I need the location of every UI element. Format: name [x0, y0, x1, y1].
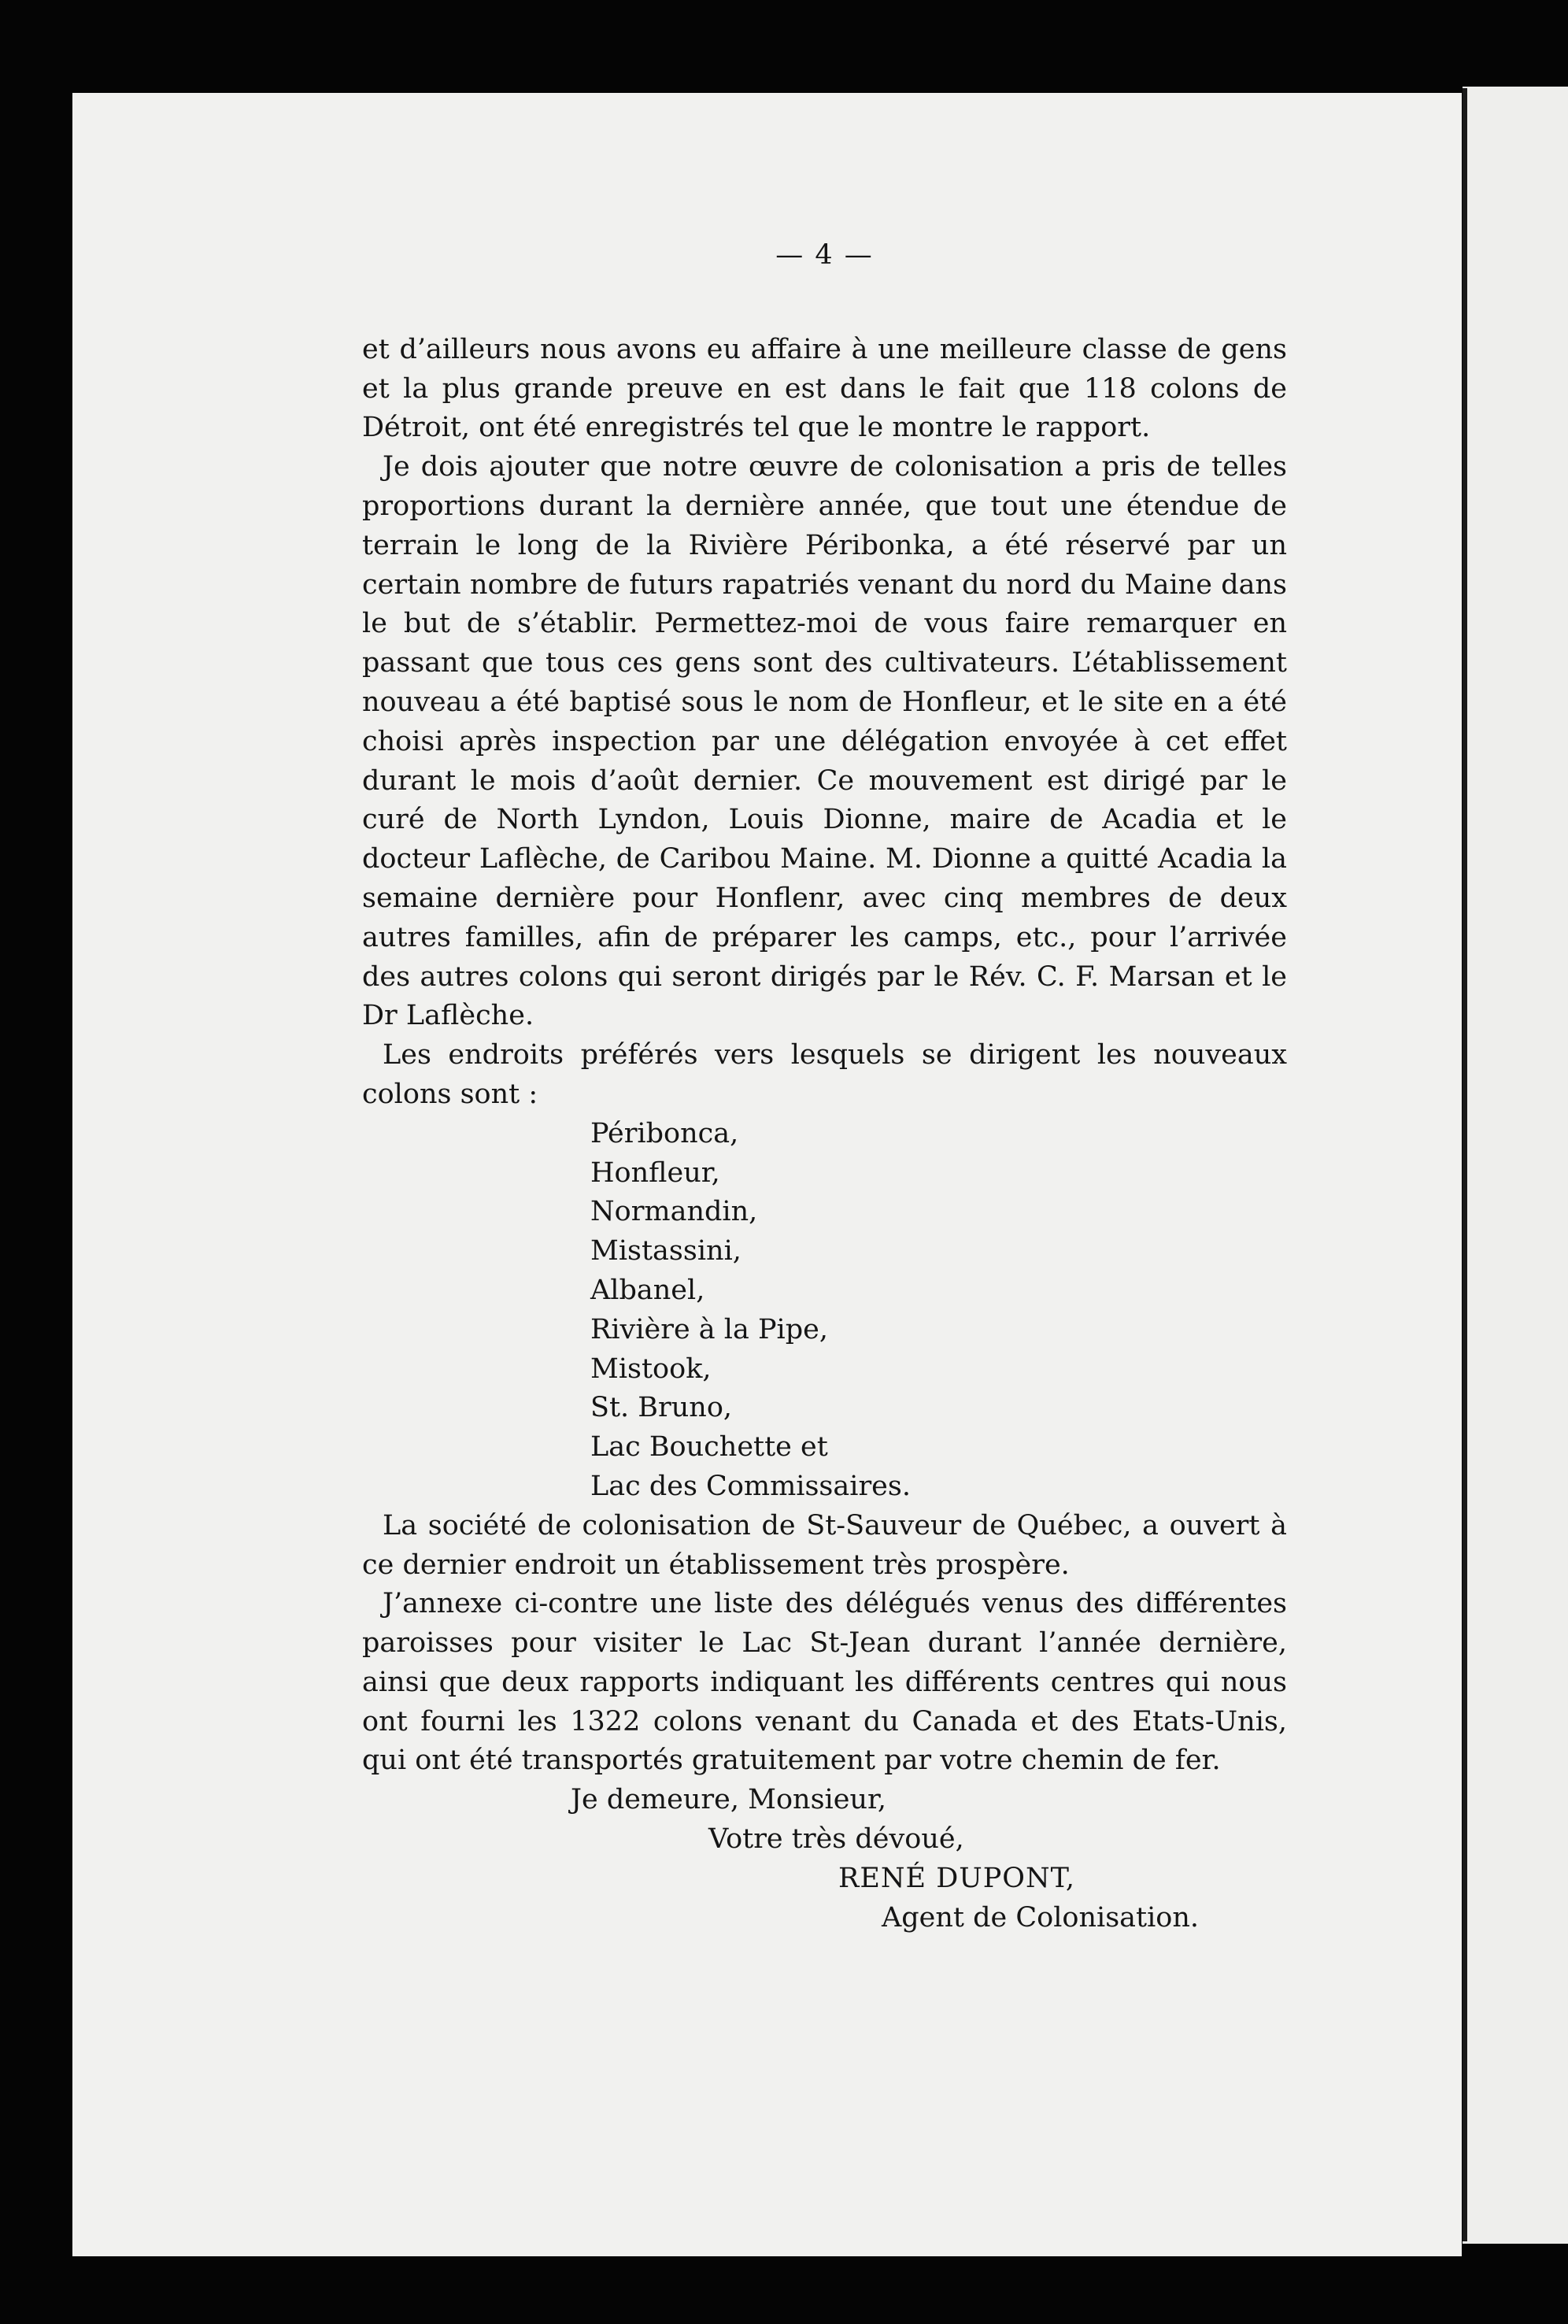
signature-title: Agent de Colonisation. [882, 1901, 1200, 1934]
page-number: — 4 — [775, 239, 874, 271]
paragraph-2: Je dois ajouter que notre œuvre de colonisation a pris de telles proportions durant la dernière année, que tout une étendue de terrain le long de la Rivière Péribonka, a été réservé par un certain nombre de futurs rapatriés venant du nord du Maine dans le but de s’établir. Permettez-moi de vous faire remarquer en passant que tous ces gens sont des cultivateurs. L’établissement nouveau a été baptisé sous le nom de Honfleur, et le site en a été choisi après inspection par une délégation envoyée à cet effet durant le mois d’août dernier. Ce mouvement est dirigé par le curé de North Lyndon, Louis Dionne, maire de Acadia et le docteur Laflèche, de Caribou Maine. M. Dionne a quitté Acadia la semaine dernière pour Honflenr, avec cinq membres de deux autres familles, afin de préparer les camps, etc., pour l’arrivée des autres colons qui seront dirigés par le Rév. C. F. Marsan et le Dr Laflèche. [362, 451, 1287, 1032]
paragraph-3: Les endroits préférés vers lesquels se dirigent les nouveaux colons sont : [362, 1039, 1287, 1110]
place-item: Albanel, [590, 1274, 705, 1306]
facing-page-edge [1463, 87, 1568, 2244]
closing-line-1: Je demeure, Monsieur, [571, 1784, 886, 1816]
place-item: Rivière à la Pipe, [590, 1313, 828, 1345]
place-item: Lac des Commissaires. [590, 1470, 911, 1502]
paragraph-4: La société de colonisation de St-Sauveur de Québec, a ouvert à ce dernier endroit un établissement très prospère. [362, 1509, 1287, 1581]
paragraph-1: et d’ailleurs nous avons eu affaire à une meilleure classe de gens et la plus grande preuve en est dans le fait que 118 colons de Détroit, ont été enregistrés tel que le montre le rapport. [362, 333, 1287, 444]
closing-line-2: Votre très dévoué, [708, 1823, 964, 1856]
signature-name: RENÉ DUPONT, [838, 1862, 1075, 1894]
place-item: Mistassini, [590, 1235, 741, 1267]
places-list [590, 1115, 1287, 1507]
place-item: Honfleur, [590, 1156, 720, 1189]
place-item: Mistook, [590, 1353, 712, 1385]
place-item: Lac Bouchette et [590, 1431, 828, 1464]
place-item: Normandin, [590, 1196, 758, 1228]
paragraph-5: J’annexe ci-contre une liste des délégués venus des différentes paroisses pour visiter le Lac St-Jean durant l’année dernière, ainsi que deux rapports indiquant les différents centres qui nous ont fourni les 1322 colons venant du Canada et des Etats-Unis, qui ont été transportés gratuitement par votre chemin de fer. [362, 1588, 1287, 1777]
page-text [362, 236, 1287, 1937]
page-fold-line [1463, 88, 1467, 2241]
place-item: Péribonca, [590, 1117, 739, 1149]
place-item: St. Bruno, [590, 1392, 733, 1424]
